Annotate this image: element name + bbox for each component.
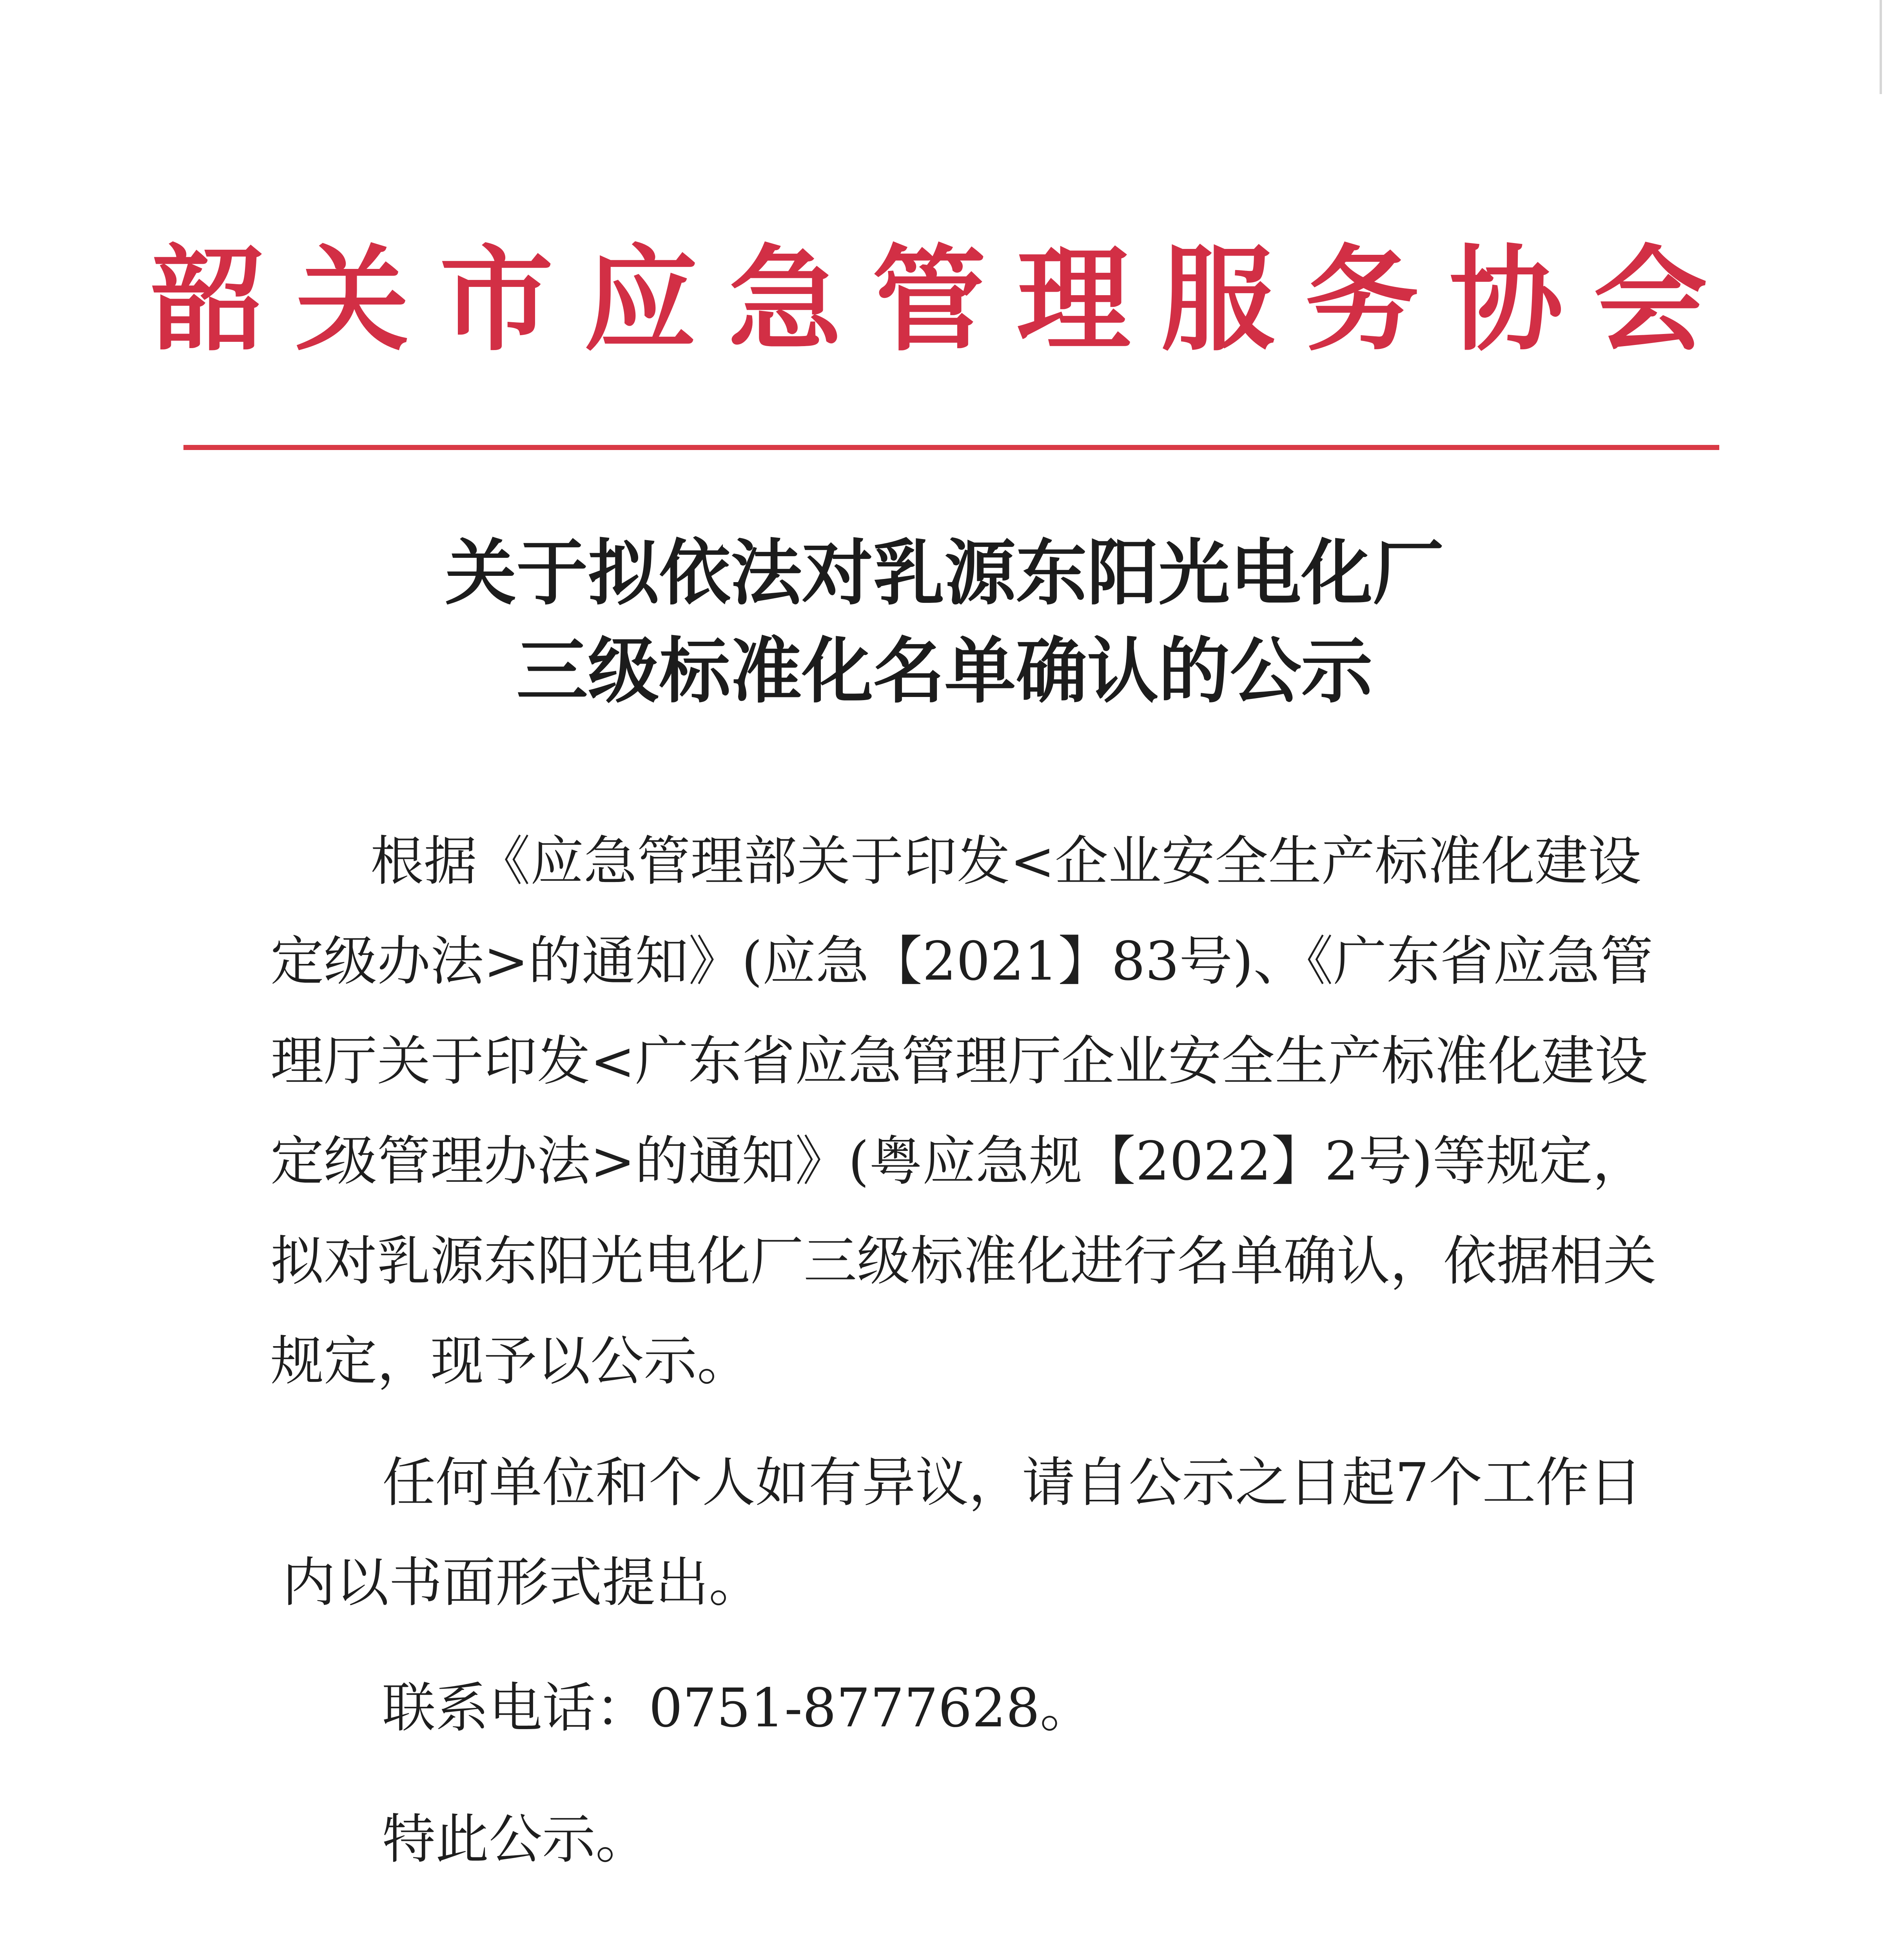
body-line: 定级办法>的通知》(应急【2021】83号)、《广东省应急管 <box>270 931 1653 993</box>
body-line: 定级管理办法>的通知》(粤应急规【2022】2号)等规定， <box>270 1131 1646 1192</box>
document-title-line-1: 关于拟依法对乳源东阳光电化厂 <box>445 531 1444 615</box>
document-title-line-2: 三级标准化名单确认的公示 <box>516 629 1373 713</box>
body-line: 拟对乳源东阳光电化厂三级标准化进行名单确认，依据相关 <box>270 1230 1657 1292</box>
body-line: 理厅关于印发<广东省应急管理厅企业安全生产标准化建设 <box>270 1031 1648 1093</box>
letterhead-title: 韶关市应急管理服务协会 <box>151 233 1738 367</box>
contact-line: 联系电话：0751-8777628。 <box>382 1677 1093 1739</box>
body-line: 内以书面形式提出。 <box>282 1552 762 1614</box>
scan-mark <box>1880 0 1882 94</box>
letterhead-rule <box>183 445 1719 450</box>
body-line: 任何单位和个人如有异议，请自公示之日起7个工作日 <box>382 1452 1642 1514</box>
body-line: 根据《应急管理部关于印发<企业安全生产标准化建设 <box>370 831 1641 893</box>
closing-line: 特此公示。 <box>382 1809 649 1871</box>
body-line: 规定，现予以公示。 <box>270 1330 750 1392</box>
